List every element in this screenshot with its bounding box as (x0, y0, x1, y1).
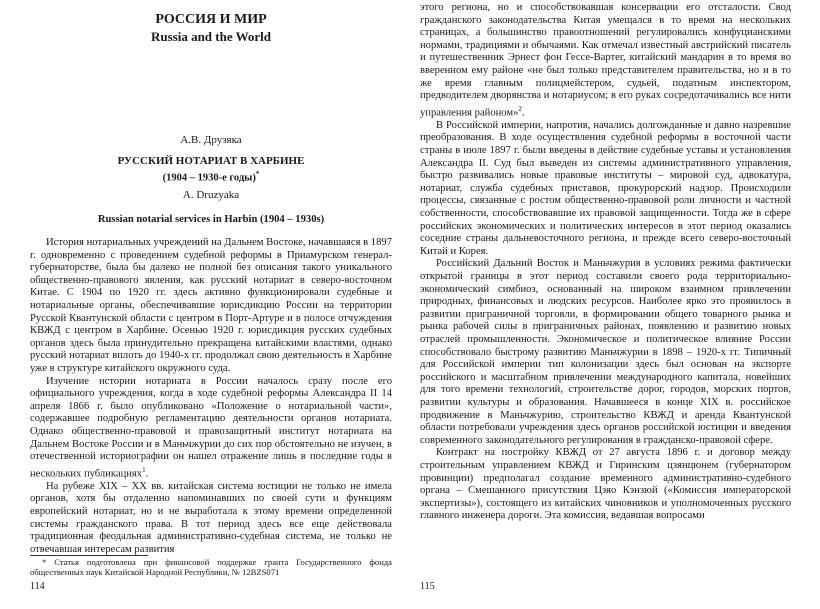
footnote: * Статья подготовлена при финансовой поддержке гранта Государственного фонда общественных наук Китайской Народной Республики, № 12BZS071 (30, 557, 392, 577)
article-title-en: Russian notarial services in Harbin (1904 – 1930s) (97, 214, 325, 225)
right-paragraph-4: Контракт на постройку КВЖД от 27 августа 1896 г. и договор между строительным управлением КВЖД и Гиринским цзянцюнем (губернатором провинции) предполагал создание временного административно-судебного органа – Смешанного присутствия Цзяо Кэнзюй («Комиссия императорской экспертизы»), состоящего из китайских чиновников и уполномоченных русского главного инженера дороги. Эта комиссия, ведавшая вопросами (420, 447, 791, 522)
right-body (420, 2, 791, 523)
right-paragraph-1: этого региона, но и способствовавшая консервации его отсталости. Свод гражданского законодательства Китая умещался в то время на нескольких страницах, а большинство правоотношений регулировались конфуцианскими нормами, традициями и обычаями. Как отмечал известный австрийский писатель и путешественник Эрнест фон Гессе-Вартег, китайский мандарин в то время во вверенном ему районе «не был только представителем правительства, но и в то же время главным полицмейстером, судьей, податным инспектором, предводителем дворянства и нотариусом; в его руках сосредотачивались все нити управления районом»$^2$. (420, 2, 791, 119)
right-paragraph-2: В Российской империи, напротив, начались долгожданные и давно назревшие преобразования. В ходе осуществления судебной реформы в восточной части страны в июле 1897 г. были введены в действие судебные уставы и установления Александра II. Суд был выведен из системы административного управления, быстро развивались новые правовые институты – мировой суд, адвокатура, нотариат, служба судебных приставов, прокурорский надзор. Происходили процессы, связанные с ростом общественно-правовой роли личности и частной собственности, способствовавшие их правовой защищенности. Тогда же в сфере российских экономических и политических интересов в этот период оказались соседние страны дальневосточного региона, и прежде всего северо-восточный Китай и Корея. (420, 119, 791, 257)
right-page (420, 0, 791, 609)
page-number-left: 114 (30, 581, 45, 592)
left-page (30, 0, 392, 609)
right-paragraph-3: Российский Дальний Восток и Маньчжурия в условиях режима фактически открытой границы в этот период составили своего рода территориально-экономический симбиоз, основанный на широком взаимном привлечении природных, финансовых и людских ресурсов. Наиболее ярко это проявилось в развитии приграничной торговли, в формировании общего товарного рынка и рынка рабочей силы в приграничных районах, появлению и развитию новых отраслей промышленности. Экономическое и политическое влияние России способствовало быстрому развитию Маньчжурии в 1898 – 1920-х гг. Типичный для Российской империи тип колонизации здесь был основан на экспорте российского и масштабном привлечении международного капитала, новейших для того времени технологий, строительстве дорог, городов, морских портов, развитии культуры и образования. Начавшееся в конце XIX в. российское продвижение в Маньчжурию, строительство КВЖД и аренда Квантунской области потребовали учреждения здесь органов российской юстиции и введения современного законодательного регулирования в гражданско-правовой сфере. (420, 258, 791, 446)
author-en: A. Druzyaka (182, 189, 240, 201)
footnote-ref-2: 2 (518, 104, 522, 113)
author-ru: А.В. Друзяка (180, 134, 242, 146)
left-paragraph-3: На рубеже XIX – XX вв. китайская система юстиции не только не имела органов, хотя бы отдаленно напоминавших по своей сути и функциям европейский нотариат, но и не выработала к этому времени определенной системы гражданского права. В тот период здесь все еще действовала традиционная феодальная административно-судебная система, не только не отвечавшая интересам развития (30, 480, 392, 555)
footnote-divider (30, 555, 148, 556)
footnote-ref-1: 1 (142, 465, 146, 474)
article-dates-ru: (1904 – 1930-е годы)* (162, 170, 260, 184)
left-paragraph-2: Изучение истории нотариата в России началось сразу после его официального учреждения, когда в ходе судебной реформы Александра II 14 апреля 1866 г. было опубликовано «Положение о нотариальной части», содержавшее подробную регламентацию деятельности органов нотариата. Однако общественно-правовой и правозащитный институт нотариата на Дальнем Востоке России и в Маньчжурии до сих пор обстоятельно не изучен, в отечественной историографии он нашел отражение лишь в последние годы в нескольких публикациях$^1$. (30, 375, 392, 480)
title-footnote-marker: * (255, 170, 260, 178)
page-number-right: 115 (420, 581, 435, 592)
section-subtitle: Russia and the World (150, 29, 272, 44)
section-title: РОССИЯ И МИР (155, 12, 267, 27)
left-body (30, 237, 392, 556)
article-title-ru: РУССКИЙ НОТАРИАТ В ХАРБИНЕ (117, 155, 305, 167)
left-paragraph-1: История нотариальных учреждений на Дальнем Востоке, начавшаяся в 1897 г. одновременно с проведением судебной реформы в Приамурском генерал-губернаторстве, была бы далеко не полной без описания такого уникального общественно-правового явления, как русский нотариат в северо-восточном Китае. С 1904 по 1920 гг. здесь активно функционировали судебные и нотариальные органы, обеспечивавшие юрисдикцию России на территории Русской Квантунской области с центром в Порт-Артуре и в полосе отчуждения КВЖД с центром в Харбине. Осенью 1920 г. юрисдикция русских судебных органов здесь была принудительно прекращена китайскими властями, однако русский нотариат вплоть до 1940-х гг. продолжал свою деятельность в Харбине уже в структуре китайского окружного суда. (30, 237, 392, 374)
